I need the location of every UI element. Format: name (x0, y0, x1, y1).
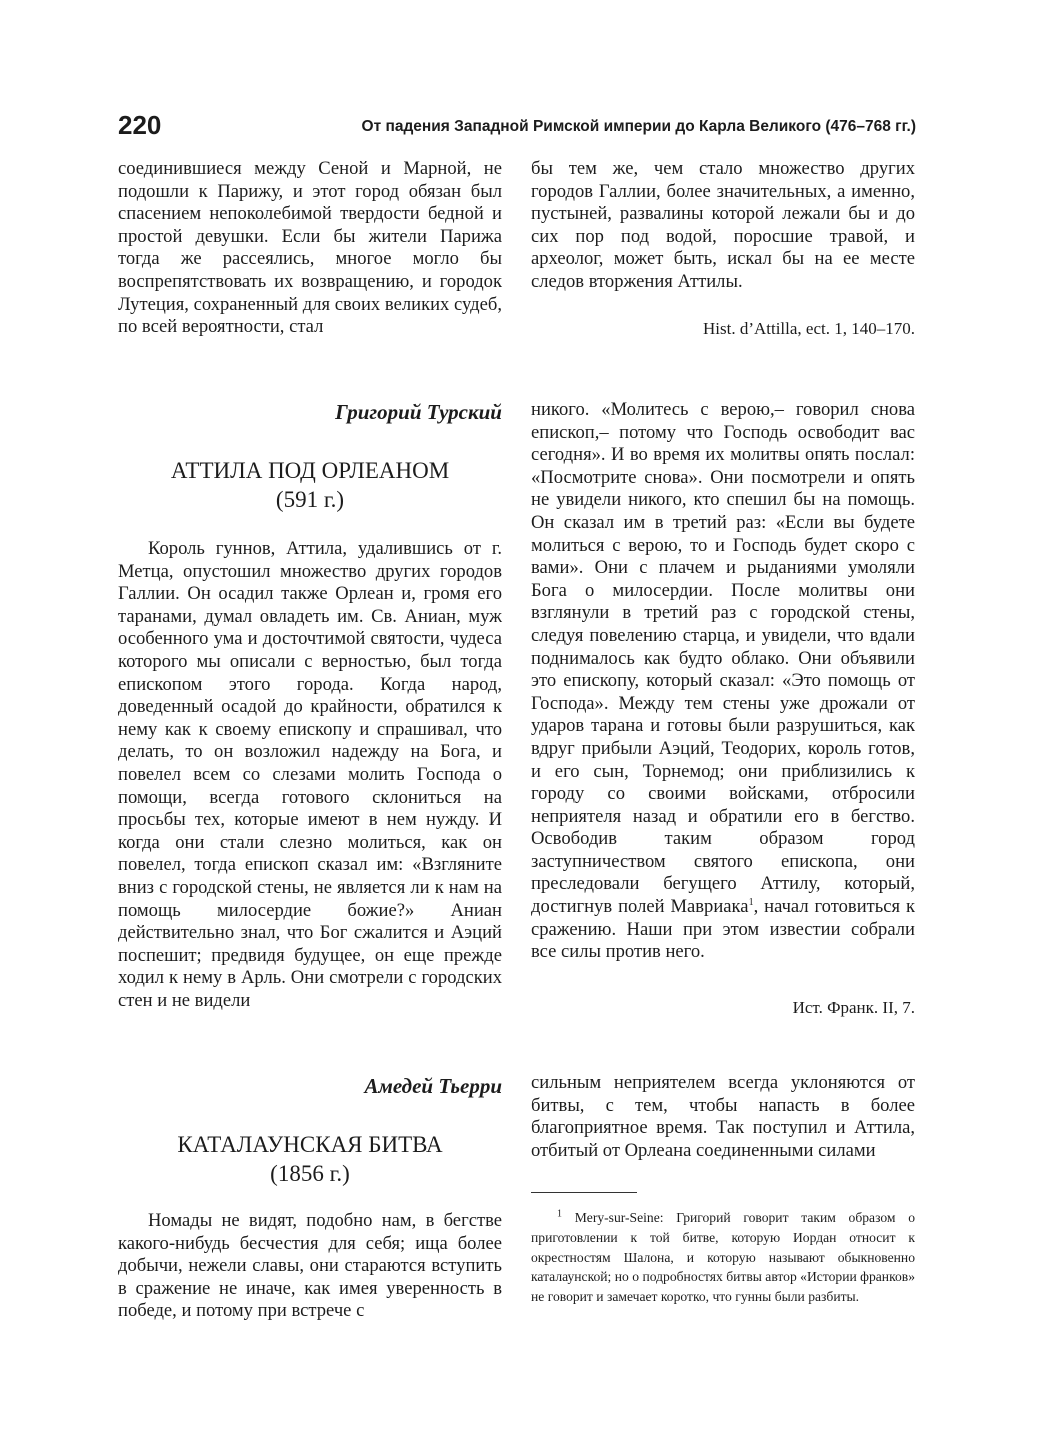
section-title (118, 1130, 502, 1188)
footnote-divider (531, 1192, 637, 1193)
footnote-marker[interactable]: 1 (748, 896, 754, 908)
footnote-number: 1 (557, 1208, 562, 1220)
section-title-text: КАТАЛАУНСКАЯ БИТВА (177, 1132, 443, 1157)
paragraph (531, 399, 915, 964)
paragraph: Номады не видят, подобно нам, в бегстве какого-нибудь бесчестия для себя; ища более добычи, нежели славы, они стараются вступить в сражение не иначе, как имея уверенность в победе, и потому при встрече с (118, 1210, 502, 1322)
running-title: От падения Западной Римской империи до Карла Великого (476–768 гг.) (361, 118, 916, 135)
section-author: Григорий Турский (335, 400, 502, 424)
text-run: никого. «Молитесь с верою,– говорил снова епископ,– потому что Господь освободит вас сегодня». И во время их молитвы опять послал: «Посмотрите снова». Они посмотрели и опять не увидели никого, кто спешил бы на помощь. Он сказал им в третий раз: «Если вы будете молиться с верою, то и Господь будет скоро с вами». Они с плачем и рыданиями умоляли Бога о милосердии. После молитвы они взглянули в третий раз с городской стены, следуя повелению старца, и увидели, что вдали поднималось как будто облако. Они объявили это епископу, который сказал: «Это помощь от Господа». Между тем стены уже дрожали от ударов тарана и готовы были разрушиться, как вдруг прибыли Аэций, Теодорих, король готов, и его сын, Торнемод; они приблизились к городу со своими войсками, отбросили неприятеля назад и обратили его в бегство. Освободив таким образом город заступничеством святого епископа, они преследовали бегущего Аттилу, который, достигнув полей Мавриака (531, 399, 915, 918)
paragraph: бы тем же, чем стало множество других городов Галлии, более значительных, а именно, пустыней, развалины которой лежали бы и до сих пор под водой, поросшие травой, и археолог, может быть, искал бы на ее месте следов вторжения Аттилы. (531, 158, 915, 292)
section-title-year: (1856 г.) (270, 1161, 350, 1186)
paragraph: соединившиеся между Сеной и Марной, не подошли к Парижу, и этот город обязан был спасением непоколебимой твердости бедной и простой девушки. Если бы жители Парижа тогда же рассеялись, многое могло бы воспрепятствовать их возвращению, и городок Лутеция, сохраненный для своих великих судеб, по всей вероятности, стал (118, 158, 502, 338)
running-header (118, 110, 916, 144)
source-citation: Ист. Франк. II, 7. (792, 998, 915, 1017)
page-number: 220 (118, 110, 162, 140)
continued-text-left (118, 158, 502, 339)
section-author: Амедей Тьерри (364, 1074, 502, 1098)
section-text-left (118, 1210, 502, 1323)
paragraph: Король гуннов, Аттила, удалившись от г. Метца, опустошил множество других городов Галлии. Он осадил также Орлеан и, громя его таранами, думал овладеть им. Св. Аниан, муж особенного ума и досточтимой святости, чудеса которого мы описали с верностью, был тогда епископом этого города. Когда народ, доведенный осадой до крайности, обратился к нему как к своему епископу и спрашивал, что делать, то он возложил надежду на Бога, и повелел всем со слезами молить Господа о помощи, всегда готового склониться на просьбы тех, которые имеют в нем нужду. И когда они стали слезно молиться, как он повелел, тогда епископ сказал им: «Взгляните вниз с городской стены, не является ли к нам на помощь милосердие божие?» Аниан действительно знал, что Бог сжалится и Аэций поспешит; предвидя будущее, он еще прежде ходил к нему в Арль. Они смотрели с городских стен и не видели (118, 538, 502, 1011)
section-text-left (118, 538, 502, 1012)
section-title (118, 456, 502, 514)
source-citation: Hist. d’Attilla, ect. 1, 140–170. (702, 319, 915, 338)
section-text-right (531, 399, 915, 964)
section-title-text: АТТИЛА ПОД ОРЛЕАНОМ (170, 458, 450, 483)
text-run: , начал готовиться к сражению. Наши при этом известии собрали все силы против него. (531, 896, 915, 963)
section-title-year: (591 г.) (275, 487, 345, 512)
continued-text-right (531, 158, 915, 294)
footnote (531, 1208, 915, 1307)
footnote-text: Mery-sur-Seine: Григорий говорит таким образом о приготовлении к той битве, которую Иордан относит к окрестностям Шалона, и которую называют обыкновенно каталаунской; но о подробностях битвы автор «Истории франков» не говорит и замечает коротко, что гунны были разбиты. (531, 1210, 915, 1305)
paragraph: сильным неприятелем всегда уклоняются от битвы, с тем, чтобы напасть в более благоприятное время. Так поступил и Аттила, отбитый от Орлеана соединенными силами (531, 1072, 915, 1161)
section-text-right (531, 1072, 915, 1162)
